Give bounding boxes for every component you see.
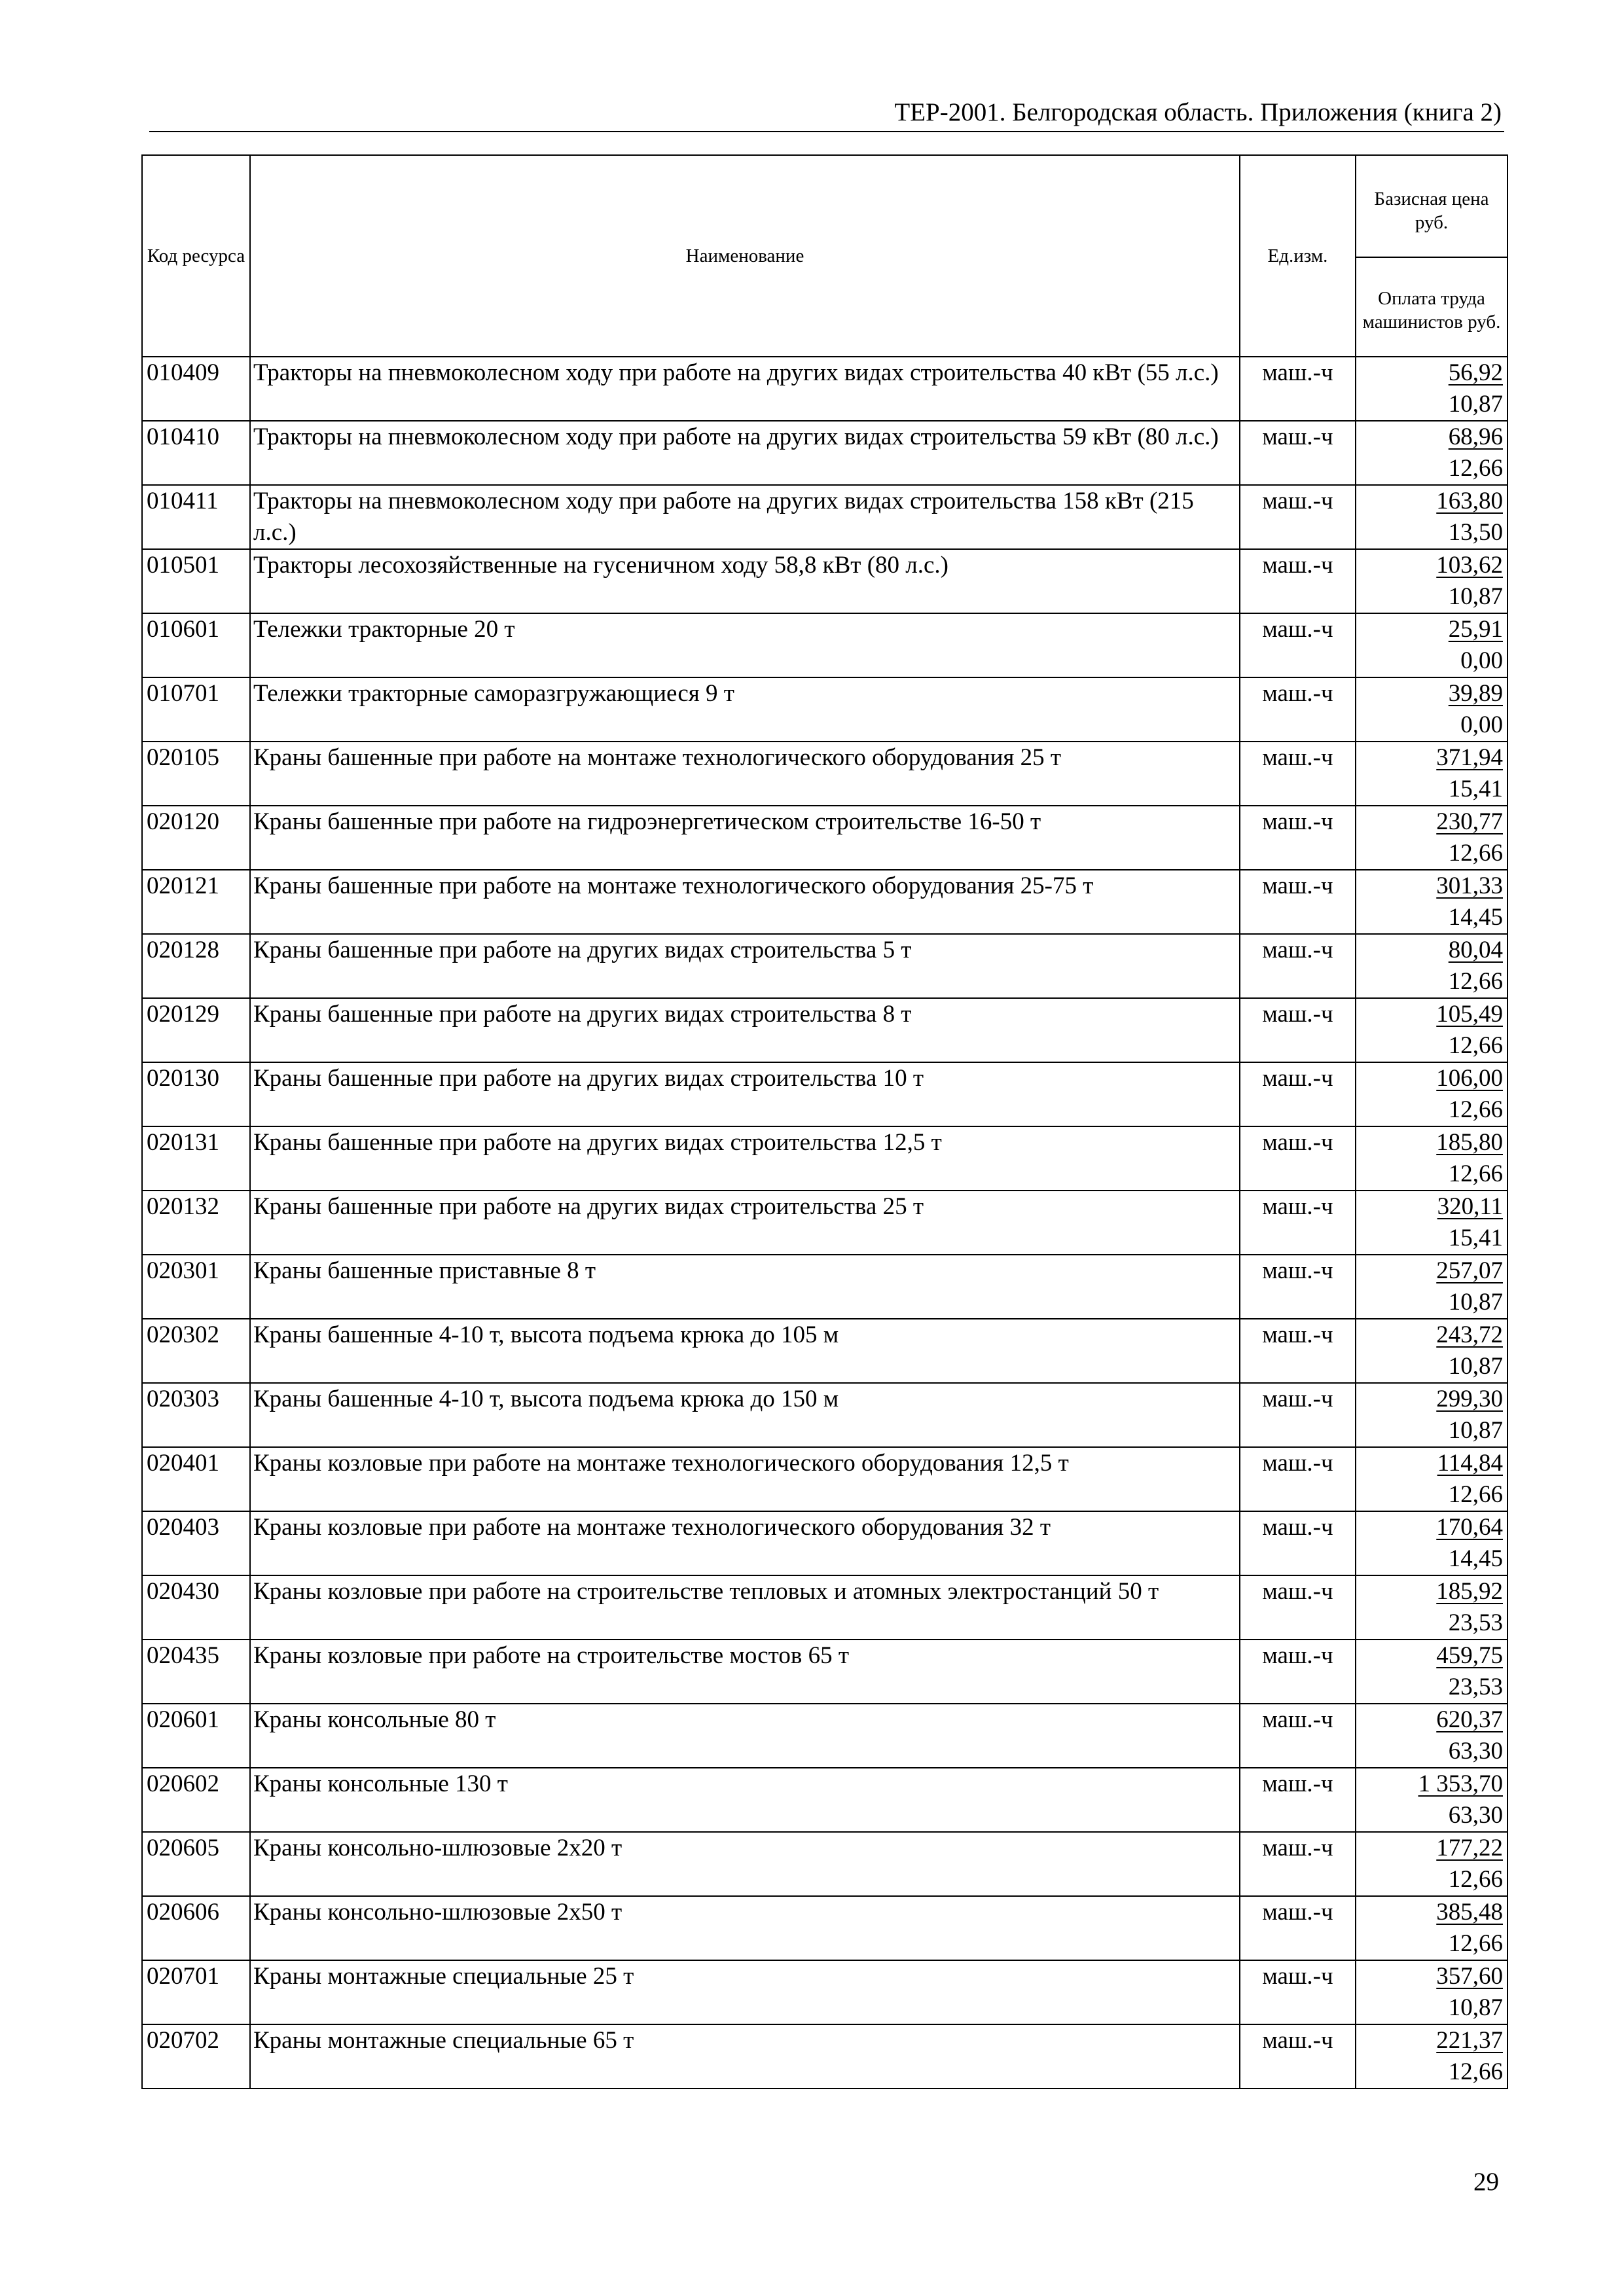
resource-table	[141, 154, 1508, 2089]
resource-code: 020606	[142, 1896, 250, 1960]
base-price: 371,94	[1436, 744, 1503, 771]
resource-unit: маш.-ч	[1240, 2024, 1356, 2089]
resource-code: 020105	[142, 742, 250, 806]
resource-unit: маш.-ч	[1240, 1319, 1356, 1383]
resource-code: 020131	[142, 1126, 250, 1191]
resource-name: Краны башенные при работе на монтаже технологического оборудования 25-75 т	[250, 870, 1240, 934]
resource-code: 010410	[142, 421, 250, 485]
resource-unit: маш.-ч	[1240, 1255, 1356, 1319]
base-price: 620,37	[1436, 1706, 1503, 1733]
resource-name: Тракторы на пневмоколесном ходу при работе на других видах строительства 59 кВт (80 л.с.)	[250, 421, 1240, 485]
table-row	[142, 677, 1507, 742]
price-cell	[1356, 677, 1507, 742]
table-row	[142, 1191, 1507, 1255]
price-cell	[1356, 1319, 1507, 1383]
resource-name: Тележки тракторные саморазгружающиеся 9 т	[250, 677, 1240, 742]
column-header-unit: Ед.изм.	[1240, 155, 1356, 357]
resource-code: 020121	[142, 870, 250, 934]
base-price: 299,30	[1436, 1386, 1503, 1412]
price-cell	[1356, 613, 1507, 677]
operator-wage: 12,66	[1448, 1096, 1503, 1123]
table-row	[142, 485, 1507, 549]
table-row	[142, 421, 1507, 485]
resource-unit: маш.-ч	[1240, 934, 1356, 998]
resource-code: 010411	[142, 485, 250, 549]
table-row	[142, 1062, 1507, 1126]
table-row	[142, 1640, 1507, 1704]
operator-wage: 14,45	[1448, 904, 1503, 931]
table-row	[142, 613, 1507, 677]
operator-wage: 12,66	[1448, 1032, 1503, 1059]
price-cell	[1356, 1704, 1507, 1768]
operator-wage: 15,41	[1448, 776, 1503, 802]
resource-code: 020702	[142, 2024, 250, 2089]
price-cell	[1356, 549, 1507, 613]
resource-unit: маш.-ч	[1240, 357, 1356, 421]
resource-unit: маш.-ч	[1240, 613, 1356, 677]
base-price: 221,37	[1436, 2027, 1503, 2054]
table-row	[142, 1255, 1507, 1319]
resource-code: 020301	[142, 1255, 250, 1319]
operator-wage: 10,87	[1448, 1353, 1503, 1380]
resource-unit: маш.-ч	[1240, 1191, 1356, 1255]
resource-name: Краны монтажные специальные 25 т	[250, 1960, 1240, 2024]
table-row	[142, 549, 1507, 613]
resource-name: Краны башенные при работе на других видах строительства 25 т	[250, 1191, 1240, 1255]
table-row	[142, 1447, 1507, 1511]
base-price: 230,77	[1436, 808, 1503, 835]
resource-name: Краны козловые при работе на строительстве тепловых и атомных электростанций 50 т	[250, 1575, 1240, 1640]
table-row	[142, 1383, 1507, 1447]
page-header: ТЕР-2001. Белгородская область. Приложения (книга 2)	[894, 98, 1502, 126]
base-price: 243,72	[1436, 1321, 1503, 1348]
base-price: 68,96	[1448, 423, 1503, 450]
resource-unit: маш.-ч	[1240, 1575, 1356, 1640]
resource-name: Краны консольные 130 т	[250, 1768, 1240, 1832]
base-price: 106,00	[1436, 1065, 1503, 1092]
price-cell	[1356, 1575, 1507, 1640]
operator-wage: 12,66	[1448, 455, 1503, 482]
resource-code: 010701	[142, 677, 250, 742]
base-price: 1 353,70	[1418, 1770, 1503, 1797]
operator-wage: 12,66	[1448, 2058, 1503, 2085]
base-price: 170,64	[1436, 1514, 1503, 1541]
resource-name: Краны башенные приставные 8 т	[250, 1255, 1240, 1319]
table-row	[142, 806, 1507, 870]
price-cell	[1356, 421, 1507, 485]
price-cell	[1356, 934, 1507, 998]
base-price: 103,62	[1436, 552, 1503, 579]
base-price: 185,92	[1436, 1578, 1503, 1605]
operator-wage: 10,87	[1448, 1994, 1503, 2021]
base-price: 357,60	[1436, 1963, 1503, 1990]
resource-unit: маш.-ч	[1240, 421, 1356, 485]
operator-wage: 63,30	[1448, 1802, 1503, 1829]
resource-name: Краны башенные при работе на других видах строительства 12,5 т	[250, 1126, 1240, 1191]
resource-name: Краны козловые при работе на монтаже технологического оборудования 32 т	[250, 1511, 1240, 1575]
price-cell	[1356, 1640, 1507, 1704]
table-row	[142, 1319, 1507, 1383]
resource-unit: маш.-ч	[1240, 1768, 1356, 1832]
resource-name: Краны башенные при работе на других видах строительства 10 т	[250, 1062, 1240, 1126]
resource-unit: маш.-ч	[1240, 677, 1356, 742]
resource-unit: маш.-ч	[1240, 1704, 1356, 1768]
operator-wage: 23,53	[1448, 1674, 1503, 1700]
resource-unit: маш.-ч	[1240, 1126, 1356, 1191]
table-row	[142, 1126, 1507, 1191]
price-cell	[1356, 485, 1507, 549]
resource-unit: маш.-ч	[1240, 806, 1356, 870]
base-price: 459,75	[1436, 1642, 1503, 1669]
resource-unit: маш.-ч	[1240, 742, 1356, 806]
resource-code: 020602	[142, 1768, 250, 1832]
price-cell	[1356, 2024, 1507, 2089]
resource-code: 020128	[142, 934, 250, 998]
base-price: 163,80	[1436, 488, 1503, 514]
resource-name: Краны консольно-шлюзовые 2х50 т	[250, 1896, 1240, 1960]
resource-name: Тракторы на пневмоколесном ходу при работе на других видах строительства 158 кВт (215 л.с.)	[250, 485, 1240, 549]
base-price: 185,80	[1436, 1129, 1503, 1156]
resource-code: 020401	[142, 1447, 250, 1511]
resource-name: Краны консольно-шлюзовые 2х20 т	[250, 1832, 1240, 1896]
operator-wage: 12,66	[1448, 1160, 1503, 1187]
base-price: 25,91	[1448, 616, 1503, 643]
operator-wage: 12,66	[1448, 840, 1503, 867]
resource-name: Краны козловые при работе на монтаже технологического оборудования 12,5 т	[250, 1447, 1240, 1511]
operator-wage: 12,66	[1448, 1930, 1503, 1957]
page-number: 29	[1473, 2168, 1499, 2196]
price-cell	[1356, 1126, 1507, 1191]
operator-wage: 10,87	[1448, 583, 1503, 610]
resource-unit: маш.-ч	[1240, 485, 1356, 549]
table-row	[142, 998, 1507, 1062]
table-row	[142, 1575, 1507, 1640]
operator-wage: 15,41	[1448, 1225, 1503, 1251]
table-row	[142, 742, 1507, 806]
resource-unit: маш.-ч	[1240, 1832, 1356, 1896]
resource-code: 010601	[142, 613, 250, 677]
column-header-name: Наименование	[250, 155, 1240, 357]
column-header-wage: Оплата труда машинистов руб.	[1356, 257, 1507, 357]
base-price: 105,49	[1436, 1001, 1503, 1028]
base-price: 80,04	[1448, 937, 1503, 963]
resource-unit: маш.-ч	[1240, 549, 1356, 613]
table-row	[142, 870, 1507, 934]
table-row	[142, 357, 1507, 421]
base-price: 301,33	[1436, 872, 1503, 899]
operator-wage: 10,87	[1448, 1289, 1503, 1316]
base-price: 177,22	[1436, 1835, 1503, 1861]
resource-code: 010409	[142, 357, 250, 421]
resource-code: 020701	[142, 1960, 250, 2024]
resource-code: 020435	[142, 1640, 250, 1704]
column-header-price: Базисная цена руб.	[1356, 155, 1507, 257]
price-cell	[1356, 870, 1507, 934]
price-cell	[1356, 1255, 1507, 1319]
resource-name: Краны башенные при работе на других видах строительства 5 т	[250, 934, 1240, 998]
price-cell	[1356, 1383, 1507, 1447]
resource-name: Тракторы на пневмоколесном ходу при работе на других видах строительства 40 кВт (55 л.с.)	[250, 357, 1240, 421]
table-row	[142, 1704, 1507, 1768]
price-cell	[1356, 806, 1507, 870]
base-price: 114,84	[1437, 1450, 1503, 1477]
price-cell	[1356, 357, 1507, 421]
operator-wage: 12,66	[1448, 1481, 1503, 1508]
resource-unit: маш.-ч	[1240, 1511, 1356, 1575]
resource-unit: маш.-ч	[1240, 998, 1356, 1062]
resource-code: 020132	[142, 1191, 250, 1255]
table-row	[142, 1768, 1507, 1832]
resource-name: Краны монтажные специальные 65 т	[250, 2024, 1240, 2089]
column-header-code: Код ресурса	[142, 155, 250, 357]
price-cell	[1356, 998, 1507, 1062]
operator-wage: 14,45	[1448, 1545, 1503, 1572]
price-cell	[1356, 742, 1507, 806]
price-cell	[1356, 1062, 1507, 1126]
resource-unit: маш.-ч	[1240, 1960, 1356, 2024]
operator-wage: 10,87	[1448, 1417, 1503, 1444]
base-price: 56,92	[1448, 359, 1503, 386]
resource-code: 020302	[142, 1319, 250, 1383]
resource-name: Краны консольные 80 т	[250, 1704, 1240, 1768]
resource-name: Краны козловые при работе на строительстве мостов 65 т	[250, 1640, 1240, 1704]
resource-code: 020430	[142, 1575, 250, 1640]
resource-unit: маш.-ч	[1240, 1640, 1356, 1704]
operator-wage: 12,66	[1448, 1866, 1503, 1893]
base-price: 39,89	[1448, 680, 1503, 707]
resource-name: Краны башенные при работе на монтаже технологического оборудования 25 т	[250, 742, 1240, 806]
resource-name: Краны башенные 4-10 т, высота подъема крюка до 105 м	[250, 1319, 1240, 1383]
resource-name: Краны башенные 4-10 т, высота подъема крюка до 150 м	[250, 1383, 1240, 1447]
table-row	[142, 1832, 1507, 1896]
resource-code: 020605	[142, 1832, 250, 1896]
resource-code: 020601	[142, 1704, 250, 1768]
resource-code: 020130	[142, 1062, 250, 1126]
resource-code: 010501	[142, 549, 250, 613]
price-cell	[1356, 1832, 1507, 1896]
resource-code: 020129	[142, 998, 250, 1062]
resource-name: Краны башенные при работе на гидроэнергетическом строительстве 16-50 т	[250, 806, 1240, 870]
operator-wage: 12,66	[1448, 968, 1503, 995]
resource-name: Тележки тракторные 20 т	[250, 613, 1240, 677]
header-rule	[149, 131, 1504, 132]
price-cell	[1356, 1511, 1507, 1575]
operator-wage: 63,30	[1448, 1738, 1503, 1765]
resource-unit: маш.-ч	[1240, 1383, 1356, 1447]
resource-unit: маш.-ч	[1240, 1062, 1356, 1126]
price-cell	[1356, 1768, 1507, 1832]
base-price: 257,07	[1436, 1257, 1503, 1284]
resource-unit: маш.-ч	[1240, 1896, 1356, 1960]
resource-unit: маш.-ч	[1240, 870, 1356, 934]
operator-wage: 10,87	[1448, 391, 1503, 418]
price-cell	[1356, 1191, 1507, 1255]
resource-code: 020403	[142, 1511, 250, 1575]
operator-wage: 23,53	[1448, 1609, 1503, 1636]
operator-wage: 0,00	[1460, 647, 1503, 674]
table-row	[142, 2024, 1507, 2089]
resource-unit: маш.-ч	[1240, 1447, 1356, 1511]
table-row	[142, 1896, 1507, 1960]
price-cell	[1356, 1447, 1507, 1511]
base-price: 320,11	[1437, 1193, 1503, 1220]
resource-name: Тракторы лесохозяйственные на гусеничном ходу 58,8 кВт (80 л.с.)	[250, 549, 1240, 613]
resource-code: 020303	[142, 1383, 250, 1447]
operator-wage: 13,50	[1448, 519, 1503, 546]
resource-name: Краны башенные при работе на других видах строительства 8 т	[250, 998, 1240, 1062]
price-cell	[1356, 1896, 1507, 1960]
operator-wage: 0,00	[1460, 711, 1503, 738]
table-row	[142, 1960, 1507, 2024]
table-body	[142, 357, 1507, 2089]
price-cell	[1356, 1960, 1507, 2024]
resource-code: 020120	[142, 806, 250, 870]
table-row	[142, 934, 1507, 998]
base-price: 385,48	[1436, 1899, 1503, 1926]
table-row	[142, 1511, 1507, 1575]
